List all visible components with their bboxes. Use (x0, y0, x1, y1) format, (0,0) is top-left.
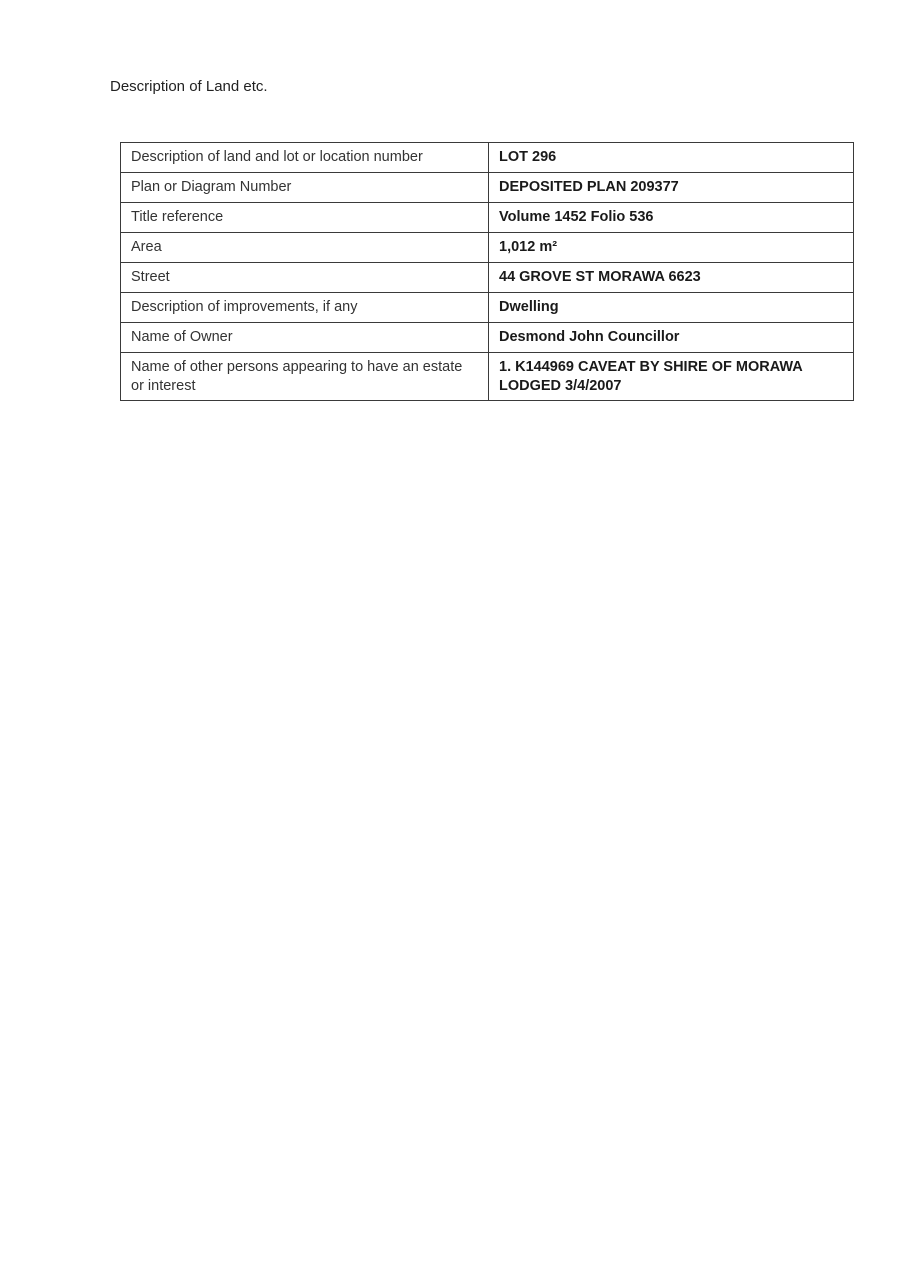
row-label: Title reference (121, 203, 489, 233)
table-row (121, 143, 854, 173)
row-label: Name of other persons appearing to have an estate or interest (121, 353, 489, 401)
row-label: Name of Owner (121, 323, 489, 353)
row-value: LOT 296 (489, 143, 854, 173)
table-row (121, 233, 854, 263)
row-label: Plan or Diagram Number (121, 173, 489, 203)
row-label: Description of improvements, if any (121, 293, 489, 323)
row-label: Description of land and lot or location number (121, 143, 489, 173)
page-title: Description of Land etc. (110, 78, 268, 95)
table-row (121, 173, 854, 203)
row-value: Desmond John Councillor (489, 323, 854, 353)
row-value: Dwelling (489, 293, 854, 323)
row-value: 1,012 m² (489, 233, 854, 263)
table-row (121, 353, 854, 401)
row-value: 44 GROVE ST MORAWA 6623 (489, 263, 854, 293)
row-label: Street (121, 263, 489, 293)
row-label: Area (121, 233, 489, 263)
table-row (121, 203, 854, 233)
row-value: 1. K144969 CAVEAT BY SHIRE OF MORAWA LODGED 3/4/2007 (489, 353, 854, 401)
table-row (121, 323, 854, 353)
row-value: DEPOSITED PLAN 209377 (489, 173, 854, 203)
land-description-table (120, 142, 854, 401)
row-value: Volume 1452 Folio 536 (489, 203, 854, 233)
table-row (121, 263, 854, 293)
table-row (121, 293, 854, 323)
